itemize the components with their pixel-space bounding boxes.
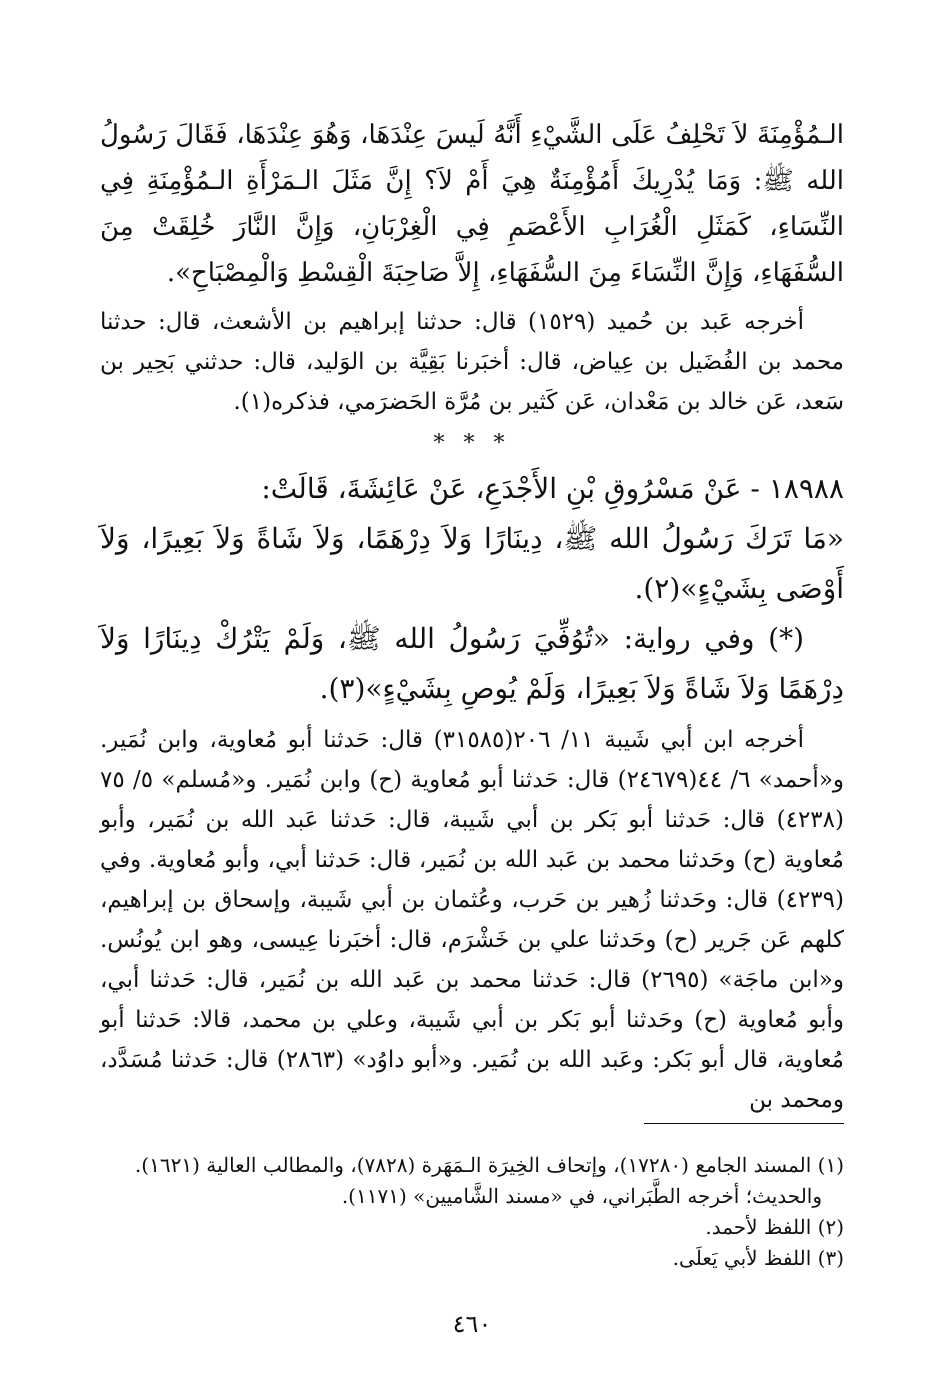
hadith-dash: -	[741, 472, 760, 505]
section-separator: * * *	[433, 431, 511, 456]
footnote-1-continuation: والحديث؛ أخرجه الطَّبَراني، في «مسند الشَّاميين» (١١٧١).	[341, 1184, 822, 1208]
footnote-3: (٣) اللفظ لأبي يَعلَى.	[672, 1246, 844, 1270]
footnote-2: (٢) اللفظ لأحمد.	[705, 1215, 844, 1239]
hadith-continuation: الـمُؤْمِنَةَ لاَ تَحْلِفُ عَلَى الشَّيْءِ أَنَّهُ لَيسَ عِنْدَهَا، وَهُوَ عِنْدَهَا، فَقَالَ رَسُولُ الله ﷺ: وَمَا يُدْرِيكَ أَمُؤْمِنَةٌ هِيَ أَمْ لاَ؟ إِنَّ مَثَلَ الـمَرْأَةِ الـمُؤْمِنَةِ فِي النِّسَاءِ، كَمَثَلِ الْغُرَابِ الأَعْصَمِ فِي الْغِرْبَانِ، وَإِنَّ النَّارَ خُلِقَتْ مِنَ السُّفَهَاءِ، وَإِنَّ النِّسَاءَ مِنَ السُّفَهَاءِ، إِلاَّ صَاحِبَةَ الْقِسْطِ وَالْمِصْبَاحِ».	[100, 120, 844, 288]
takhrij-paragraph-1: أخرجه عَبد بن حُميد (١٥٢٩) قال: حدثنا إبراهيم بن الأشعث، قال: حدثنا محمد بن الفُضَيل بن عِياض، قال: أخبَرنا بَقِيَّة بن الوَليد، قال: حدثني بَحِير بن سَعد، عَن خالد بن مَعْدان، عَن كَثير بن مُرَّة الحَضرَمي، فذكره(١).	[100, 309, 844, 415]
footnote-divider	[644, 1123, 844, 1124]
page-number: ٤٦٠	[452, 1310, 492, 1338]
hadith-matn: «مَا تَرَكَ رَسُولُ الله ﷺ، دِينَارًا وَلاَ دِرْهَمًا، وَلاَ شَاةً وَلاَ بَعِيرًا، وَلاَ أَوْصَى بِشَيْءٍ»(٢).	[100, 522, 844, 605]
footnotes	[100, 1150, 844, 1274]
hadith-heading	[100, 464, 844, 514]
footnote-1: (١) المسند الجامع (١٧٢٨٠)، وإتحاف الخِيرَة الـمَهَرة (٧٨٢٨)، والمطالب العالية (١٦٢١).	[134, 1153, 844, 1177]
hadith-isnad: عَنْ مَسْرُوقِ بْنِ الأَجْدَعِ، عَنْ عَائِشَةَ، قَالَتْ:	[261, 472, 742, 505]
takhrij-paragraph-2: أخرجه ابن أبي شَيبة ١١/ ٢٠٦(٣١٥٨٥) قال: حَدثنا أبو مُعاوية، وابن نُمَير. و«أحمد» ٦/ ٤٤(٢٤٦٧٩) قال: حَدثنا أبو مُعاوية (ح) وابن نُمَير. و«مُسلم» ٥/ ٧٥ (٤٢٣٨) قال: حَدثنا أبو بَكر بن أبي شَيبة، قال: حَدثنا عَبد الله بن نُمَير، وأبو مُعاوية (ح) وحَدثنا محمد بن عَبد الله بن نُمَير، قال: حَدثنا أبي، وأبو مُعاوية. وفي (٤٢٣٩) قال: وحَدثنا زُهير بن حَرب، وعُثمان بن أبي شَيبة، وإسحاق بن إبراهيم، كلهم عَن جَرير (ح) وحَدثنا علي بن خَشْرَم، قال: أخبَرنا عِيسى، وهو ابن يُونُس. و«ابن ماجَة» (٢٦٩٥) قال: حَدثنا محمد بن عَبد الله بن نُمَير، قال: حَدثنا أبي، وأبو مُعاوية (ح) وحَدثنا أبو بَكر بن أبي شَيبة، وعلي بن محمد، قالا: حَدثنا أبو مُعاوية، قال أبو بَكر: وعَبد الله بن نُمَير. و«أبو داوُد» (٢٨٦٣) قال: حَدثنا مُسَدَّد، ومحمد بن	[100, 727, 845, 1113]
main-text	[100, 112, 844, 1120]
hadith-number: ١٨٩٨٨	[768, 472, 844, 505]
hadith-riwaya: (*) وفي رواية: «تُوُفِّيَ رَسُولُ الله ﷺ، وَلَمْ يَتْرُكْ دِينَارًا وَلاَ دِرْهَمًا وَلاَ شَاةً وَلاَ بَعِيرًا، وَلَمْ يُوصِ بِشَيْءٍ»(٣).	[100, 622, 844, 705]
